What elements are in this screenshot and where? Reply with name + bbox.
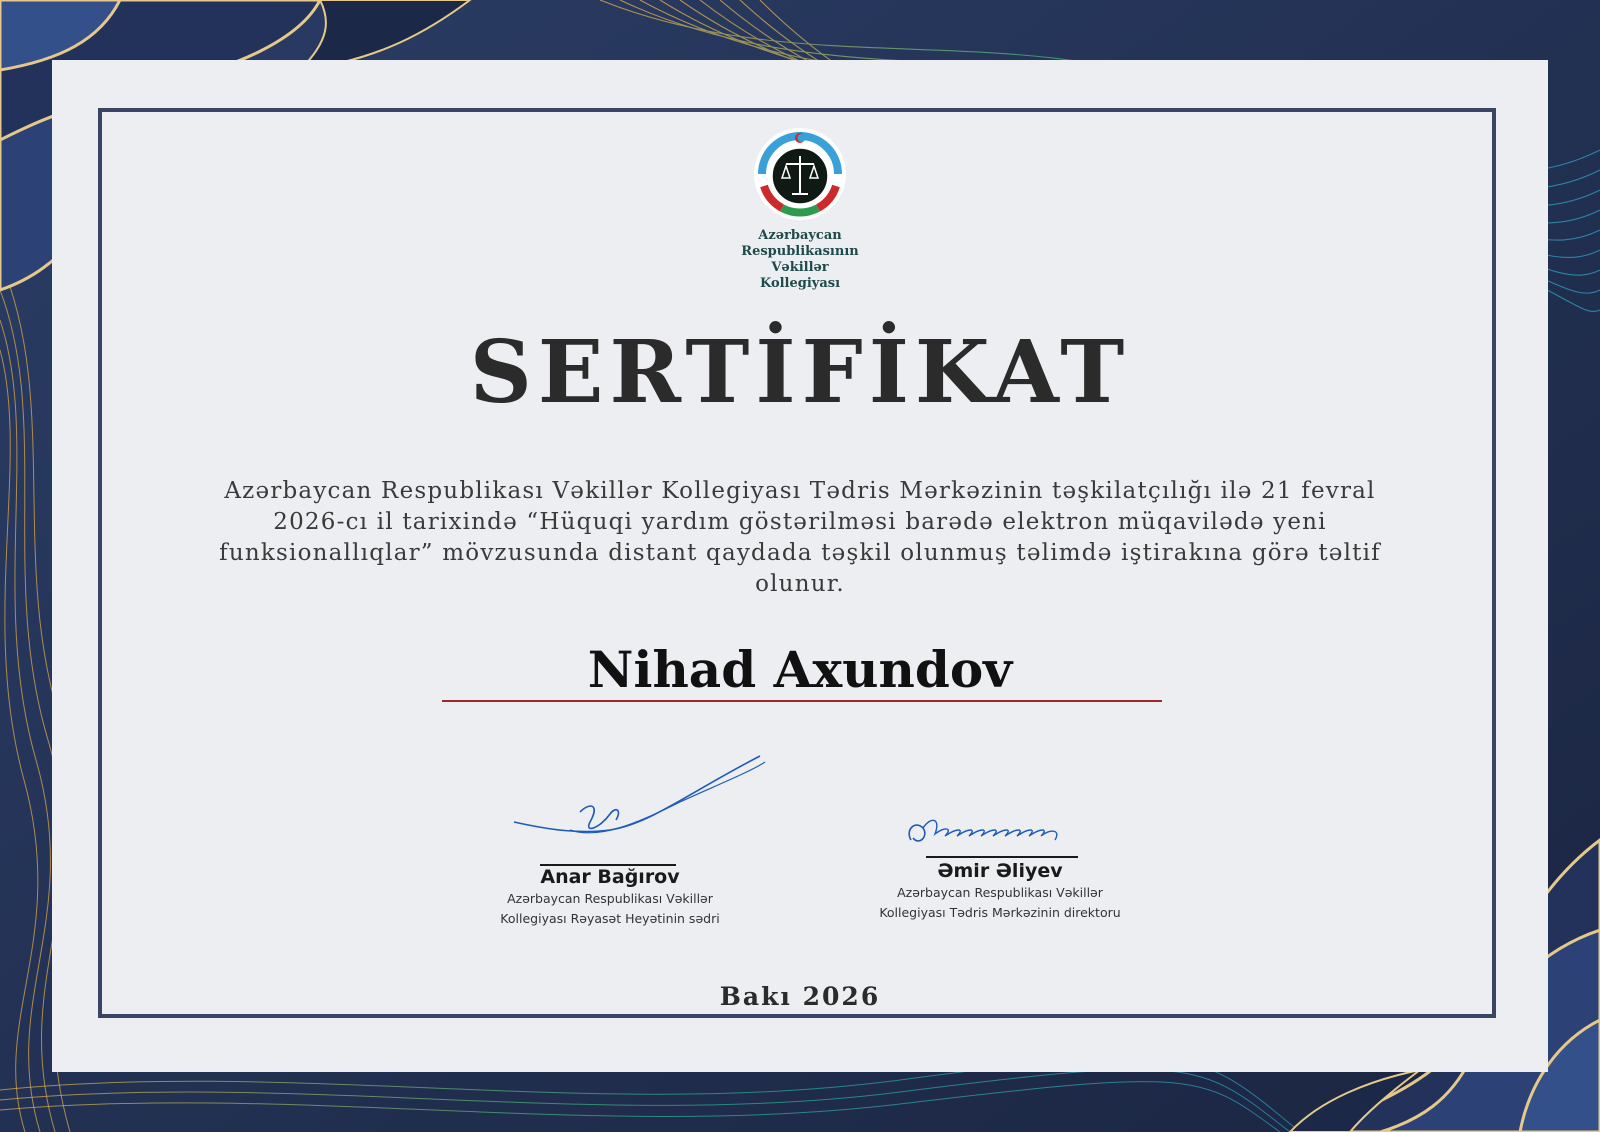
signature-image-anar-bagirov xyxy=(510,752,780,862)
signatory-2 xyxy=(850,860,1150,922)
organization-name-line: Vəkillər xyxy=(771,260,829,275)
certificate-title: SERTİFİKAT xyxy=(469,322,1131,423)
signatory-name: Anar Bağırov xyxy=(540,866,680,888)
recipient-underline xyxy=(442,700,1162,702)
signature-image-emir-aliyev xyxy=(905,810,1085,860)
signatory-role: Kollegiyası Tədris Mərkəzinin direktoru xyxy=(879,905,1121,920)
signatory-role: Azərbaycan Respublikası Vəkillər xyxy=(507,891,713,906)
signature-line xyxy=(926,856,1078,858)
signatory-role: Azərbaycan Respublikası Vəkillər xyxy=(897,885,1103,900)
place-year: Bakı 2026 xyxy=(719,982,881,1011)
organization-name-line: Kollegiyası xyxy=(759,276,841,291)
organization-name xyxy=(0,228,1600,292)
signatory-role: Kollegiyası Rəyasət Heyətinin sədri xyxy=(500,911,720,926)
organization-name-line: Respublikasının xyxy=(741,244,859,259)
organization-name-line: Azərbaycan xyxy=(758,228,842,243)
signatory-name: Əmir Əliyev xyxy=(937,860,1063,882)
certificate-body: Azərbaycan Respublikası Vəkillər Kollegiyası Tədris Mərkəzinin təşkilatçılığı ilə 21 fevral 2026-cı il tarixində “Hüquqi yardım göstərilməsi barədə elektron müqavilədə yeni funksionallıqlar” mövzusunda distant qaydada təşkil olunmuş təlimdə iştirakına görə təltif olunur. xyxy=(219,478,1381,597)
signatory-1 xyxy=(470,866,750,928)
bar-association-logo xyxy=(752,126,848,222)
recipient-name: Nihad Axundov xyxy=(587,640,1013,699)
